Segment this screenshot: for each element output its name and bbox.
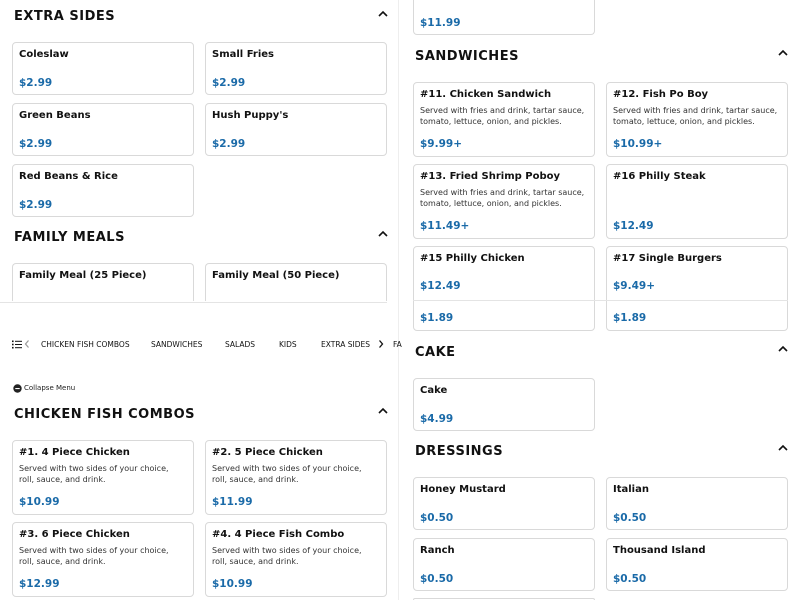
item-price: $0.50	[420, 512, 454, 524]
menu-item-chicken-sandwich[interactable]	[413, 82, 595, 157]
menu-item-4-piece-fish-combo[interactable]	[205, 522, 387, 597]
section-title-family-meals: FAMILY MEALS	[14, 230, 125, 245]
item-name: #15 Philly Chicken	[420, 253, 525, 264]
item-price: $10.99	[19, 496, 60, 508]
item-name: Red Beans & Rice	[19, 171, 118, 182]
item-price: $10.99+	[613, 138, 663, 150]
item-name: #4. 4 Piece Fish Combo	[212, 529, 345, 540]
item-price: $0.50	[613, 573, 647, 585]
item-price: $11.99	[420, 17, 461, 29]
section-title-cake: CAKE	[415, 345, 456, 360]
item-price: $9.99+	[420, 138, 463, 150]
menu-item-green-beans[interactable]	[12, 103, 194, 156]
list-icon[interactable]	[12, 340, 22, 349]
item-name: #16 Philly Steak	[613, 171, 706, 182]
section-title-chicken-fish-combos: CHICKEN FISH COMBOS	[14, 407, 195, 422]
item-name: Cake	[420, 385, 448, 396]
item-name: #11. Chicken Sandwich	[420, 89, 552, 100]
item-name: #3. 6 Piece Chicken	[19, 529, 130, 540]
item-name: #2. 5 Piece Chicken	[212, 447, 323, 458]
section-title-dressings: DRESSINGS	[415, 444, 504, 459]
menu-item-6-piece-chicken[interactable]	[12, 522, 194, 597]
menu-item-ranch[interactable]	[413, 538, 595, 591]
item-price: $0.50	[420, 573, 454, 585]
item-price: $10.99	[212, 578, 253, 590]
nav-item-extra-sides[interactable]: EXTRA SIDES	[321, 340, 370, 349]
menu-item-italian[interactable]	[606, 477, 788, 530]
item-price: $2.99	[19, 77, 53, 89]
item-name: Small Fries	[212, 49, 274, 60]
item-price: $2.99	[19, 138, 53, 150]
menu-item-honey-mustard[interactable]	[413, 477, 595, 530]
item-name: Family Meal (25 Piece)	[19, 270, 147, 281]
item-description: Served with two sides of your choice, roll, sauce, and drink.	[212, 546, 362, 566]
menu-item-coleslaw[interactable]	[12, 42, 194, 95]
item-price: $2.99	[19, 199, 53, 211]
item-description: Served with fries and drink, tartar sauce, tomato, lettuce, onion, and pickles.	[613, 106, 778, 126]
item-name: #17 Single Burgers	[613, 253, 722, 264]
menu-item-small-fries[interactable]	[205, 42, 387, 95]
menu-item-partial-top[interactable]	[413, 0, 595, 35]
item-name: Hush Puppy's	[212, 110, 289, 121]
item-price: $12.99	[19, 578, 60, 590]
item-description: Served with fries and drink, tartar sauce, tomato, lettuce, onion, and pickles.	[420, 106, 585, 126]
item-description: Served with two sides of your choice, roll, sauce, and drink.	[19, 464, 169, 484]
menu-item-philly-chicken[interactable]	[413, 246, 595, 331]
menu-item-thousand-island[interactable]	[606, 538, 788, 591]
menu-item-hush-puppys[interactable]	[205, 103, 387, 156]
menu-item-fried-shrimp-poboy[interactable]	[413, 164, 595, 239]
item-price: $4.99	[420, 413, 454, 425]
item-name: #12. Fish Po Boy	[613, 89, 709, 100]
item-price: $12.49	[420, 280, 461, 292]
item-description: Served with two sides of your choice, roll, sauce, and drink.	[19, 546, 169, 566]
menu-item-family-meal-50[interactable]	[205, 263, 387, 301]
chevron-up-icon[interactable]	[776, 342, 790, 356]
item-description: Served with two sides of your choice, roll, sauce, and drink.	[212, 464, 362, 484]
nav-item-sandwiches[interactable]: SANDWICHES	[151, 340, 203, 349]
chevron-up-icon[interactable]	[376, 7, 390, 21]
menu-item-family-meal-25[interactable]	[12, 263, 194, 301]
item-name: Italian	[613, 484, 649, 495]
item-name: Ranch	[420, 545, 455, 556]
item-price: $1.89	[613, 312, 647, 324]
chevron-up-icon[interactable]	[376, 404, 390, 418]
menu-item-5-piece-chicken[interactable]	[205, 440, 387, 515]
menu-item-fish-po-boy[interactable]	[606, 82, 788, 157]
item-price: $11.49+	[420, 220, 470, 232]
item-price: $12.49	[613, 220, 654, 232]
collapse-menu-link[interactable]: Collapse Menu	[24, 384, 76, 392]
item-name: #13. Fried Shrimp Poboy	[420, 171, 561, 182]
item-name: Family Meal (50 Piece)	[212, 270, 340, 281]
item-name: Green Beans	[19, 110, 91, 121]
menu-item-cake[interactable]	[413, 378, 595, 431]
chevron-up-icon[interactable]	[776, 441, 790, 455]
section-title-sandwiches: SANDWICHES	[415, 49, 519, 64]
menu-item-red-beans-rice[interactable]	[12, 164, 194, 217]
item-price: $1.89	[420, 312, 454, 324]
item-description: Served with fries and drink, tartar sauce, tomato, lettuce, onion, and pickles.	[420, 188, 585, 208]
nav-item-chicken-fish-combos[interactable]: CHICKEN FISH COMBOS	[41, 340, 130, 349]
chevron-up-icon[interactable]	[376, 227, 390, 241]
item-price: $11.99	[212, 496, 253, 508]
menu-item-4-piece-chicken[interactable]	[12, 440, 194, 515]
minus-circle-icon[interactable]	[13, 384, 22, 393]
item-price: $2.99	[212, 77, 246, 89]
nav-item-salads[interactable]: SALADS	[225, 340, 256, 349]
column-divider	[398, 0, 399, 600]
nav-item-family-meals[interactable]: FA	[393, 340, 402, 349]
item-name: Coleslaw	[19, 49, 69, 60]
section-title-extra-sides: EXTRA SIDES	[14, 9, 116, 24]
chevron-left-icon[interactable]	[23, 339, 31, 349]
item-name: Honey Mustard	[420, 484, 506, 495]
nav-item-kids[interactable]: KIDS	[279, 340, 297, 349]
chevron-up-icon[interactable]	[776, 46, 790, 60]
chevron-right-icon[interactable]	[377, 339, 385, 349]
item-price: $0.50	[613, 512, 647, 524]
item-price: $9.49+	[613, 280, 656, 292]
menu-item-single-burgers[interactable]	[606, 246, 788, 331]
card-overlap-line	[413, 300, 788, 301]
item-name: #1. 4 Piece Chicken	[19, 447, 130, 458]
item-price: $2.99	[212, 138, 246, 150]
item-name: Thousand Island	[613, 545, 706, 556]
sticky-nav-shadow	[0, 302, 387, 303]
menu-item-philly-steak[interactable]	[606, 164, 788, 239]
